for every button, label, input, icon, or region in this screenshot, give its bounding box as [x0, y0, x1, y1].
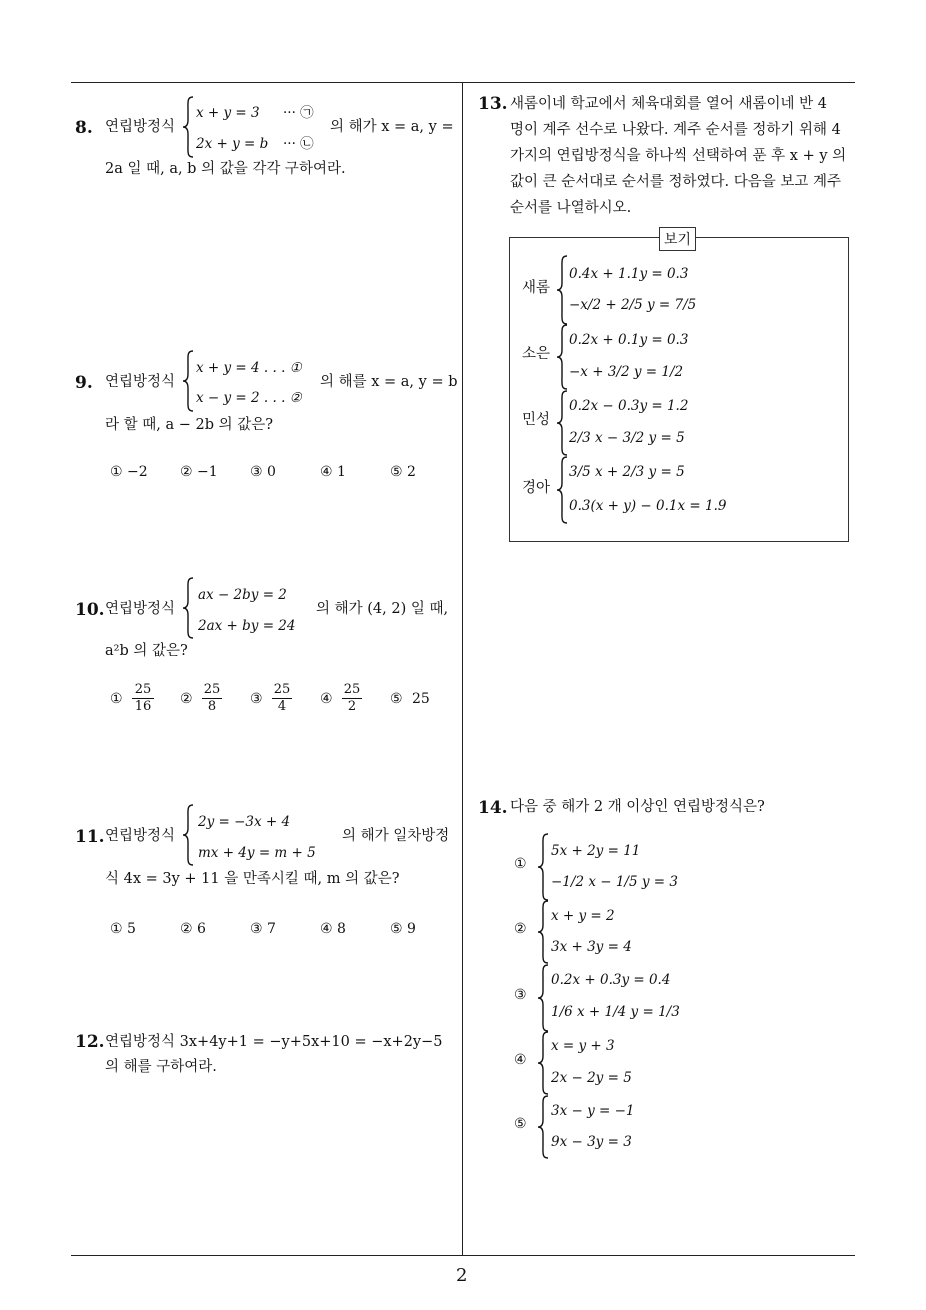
- brace-icon: [537, 964, 549, 1032]
- question-text-2: 라 할 때, a − 2b 의 값은?: [105, 417, 273, 433]
- equation-2: −x/2 + 2/5 y = 7/5: [569, 297, 697, 313]
- equation-1: x + y = 3: [196, 105, 260, 121]
- equation-2: 1/6 x + 1/4 y = 1/3: [551, 1004, 680, 1020]
- answer-option[interactable]: ① 5: [110, 921, 136, 937]
- answer-option-mark[interactable]: ④: [320, 691, 333, 707]
- page-number: 2: [456, 1265, 468, 1286]
- answer-option[interactable]: ③ 0: [250, 464, 276, 480]
- question-lead: 연립방정식: [105, 828, 176, 844]
- equation-1: 0.2x + 0.1y = 0.3: [569, 332, 689, 348]
- answer-option-mark[interactable]: ⑤: [390, 691, 403, 707]
- equation-1: 0.2x + 0.3y = 0.4: [551, 972, 671, 988]
- fraction-denominator: 8: [207, 698, 217, 714]
- equation-2: 2x − 2y = 5: [551, 1070, 632, 1086]
- question-number: 12.: [75, 1032, 105, 1052]
- equation-1: 0.4x + 1.1y = 0.3: [569, 266, 689, 282]
- equation-2: 9x − 3y = 3: [551, 1134, 632, 1150]
- question-text: 다음 중 해가 2 개 이상인 연립방정식은?: [510, 799, 765, 815]
- fraction-denominator: 16: [134, 698, 152, 714]
- question-number: 11.: [75, 827, 105, 847]
- equation-1: x + y = 2: [551, 908, 615, 924]
- answer-option-fraction[interactable]: [342, 683, 362, 713]
- question-text-5: 순서를 나열하시오.: [510, 200, 632, 216]
- brace-icon: [182, 804, 194, 866]
- equation-2: 0.3(x + y) − 0.1x = 1.9: [569, 498, 727, 514]
- question-number: 9.: [75, 373, 93, 393]
- equation-1: 0.2x − 0.3y = 1.2: [569, 398, 689, 414]
- question-number: 10.: [75, 600, 105, 620]
- answer-option-mark[interactable]: ③: [514, 987, 527, 1003]
- brace-icon: [556, 390, 568, 456]
- equation-2: 2ax + by = 24: [198, 618, 296, 634]
- answer-option[interactable]: ④ 1: [320, 464, 346, 480]
- column-divider: [462, 82, 463, 1256]
- fraction-numerator: 25: [273, 682, 291, 697]
- question-number: 8.: [75, 118, 93, 138]
- question-text-2: 의 해를 구하여라.: [105, 1059, 217, 1075]
- equation-2: 2x + y = b: [196, 136, 269, 152]
- answer-option-mark[interactable]: ④: [514, 1052, 527, 1068]
- equation-1-tag: ··· ㉠: [283, 105, 314, 121]
- question-lead: 연립방정식: [105, 601, 176, 617]
- question-text-2: 2a 일 때, a, b 의 값을 각각 구하여라.: [105, 161, 346, 177]
- equation-1: 3x − y = −1: [551, 1103, 635, 1119]
- person-name: 소은: [522, 346, 551, 362]
- person-name: 민성: [522, 412, 551, 428]
- equation-2: mx + 4y = m + 5: [198, 845, 316, 861]
- brace-icon: [537, 833, 549, 901]
- question-text-4: 값이 큰 순서대로 순서를 정하였다. 다음을 보고 계주: [510, 174, 842, 190]
- question-number: 14.: [478, 798, 508, 818]
- answer-option[interactable]: ② −1: [180, 464, 218, 480]
- answer-option-fraction[interactable]: [202, 683, 222, 713]
- question-text-2: 명이 계주 선수로 나왔다. 계주 순서를 정하기 위해 4: [510, 122, 841, 138]
- answer-option-mark[interactable]: ②: [180, 691, 193, 707]
- answer-option-fraction[interactable]: [132, 683, 154, 713]
- equation-1: x + y = 4 . . . ①: [196, 360, 302, 376]
- answer-option-mark[interactable]: ③: [250, 691, 263, 707]
- question-lead: 연립방정식: [105, 374, 176, 390]
- answer-option-fraction[interactable]: [272, 683, 292, 713]
- equation-2: −1/2 x − 1/5 y = 3: [551, 874, 678, 890]
- equation-2: x − y = 2 . . . ②: [196, 390, 302, 406]
- fraction-denominator: 2: [347, 698, 357, 714]
- brace-icon: [556, 456, 568, 524]
- example-box-label: 보기: [659, 227, 696, 251]
- answer-option-mark[interactable]: ①: [110, 691, 123, 707]
- answer-option-mark[interactable]: ①: [514, 856, 527, 872]
- brace-icon: [537, 1095, 549, 1159]
- fraction-numerator: 25: [203, 682, 221, 697]
- brace-icon: [537, 1031, 549, 1095]
- brace-icon: [537, 900, 549, 964]
- question-text-1: 연립방정식 3x+4y+1 = −y+5x+10 = −x+2y−5: [105, 1034, 443, 1050]
- equation-1: 5x + 2y = 11: [551, 843, 641, 859]
- equation-1: ax − 2by = 2: [198, 587, 287, 603]
- equation-2: 3x + 3y = 4: [551, 939, 632, 955]
- question-text-1: 의 해가 x = a, y =: [330, 119, 454, 135]
- person-name: 새롬: [522, 280, 551, 296]
- fraction-numerator: 25: [343, 682, 361, 697]
- question-text-2: 식 4x = 3y + 11 을 만족시킬 때, m 의 값은?: [105, 871, 400, 887]
- question-text-1: 새롬이네 학교에서 체육대회를 열어 새롬이네 반 4: [510, 96, 828, 112]
- fraction-numerator: 25: [134, 682, 152, 697]
- brace-icon: [556, 324, 568, 390]
- question-text-3: 가지의 연립방정식을 하나씩 선택하여 푼 후 x + y 의: [510, 148, 847, 164]
- answer-option-mark[interactable]: ⑤: [514, 1116, 527, 1132]
- equation-2: 2/3 x − 3/2 y = 5: [569, 430, 685, 446]
- brace-icon: [182, 577, 194, 639]
- answer-option[interactable]: ① −2: [110, 464, 148, 480]
- question-text-1: 의 해가 (4, 2) 일 때,: [316, 601, 449, 617]
- equation-2-tag: ··· ㉡: [283, 136, 314, 152]
- question-number: 13.: [478, 94, 508, 114]
- equation-1: x = y + 3: [551, 1038, 615, 1054]
- equation-2: −x + 3/2 y = 1/2: [569, 364, 684, 380]
- answer-option[interactable]: ③ 7: [250, 921, 276, 937]
- brace-icon: [182, 96, 194, 158]
- answer-option[interactable]: ④ 8: [320, 921, 346, 937]
- equation-1: 3/5 x + 2/3 y = 5: [569, 464, 685, 480]
- question-text-1: 의 해를 x = a, y = b: [320, 374, 458, 390]
- answer-option[interactable]: ⑤ 9: [390, 921, 416, 937]
- question-text-1: 의 해가 일차방정: [342, 828, 450, 844]
- person-name: 경아: [522, 480, 551, 496]
- answer-option-value[interactable]: 25: [412, 691, 430, 707]
- fraction-denominator: 4: [277, 698, 287, 714]
- question-lead: 연립방정식: [105, 119, 176, 135]
- answer-option[interactable]: ⑤ 2: [390, 464, 416, 480]
- answer-option[interactable]: ② 6: [180, 921, 206, 937]
- brace-icon: [556, 255, 568, 325]
- equation-1: 2y = −3x + 4: [198, 814, 291, 830]
- brace-icon: [182, 350, 194, 412]
- question-text-2: a²b 의 값은?: [105, 643, 188, 659]
- answer-option-mark[interactable]: ②: [514, 921, 527, 937]
